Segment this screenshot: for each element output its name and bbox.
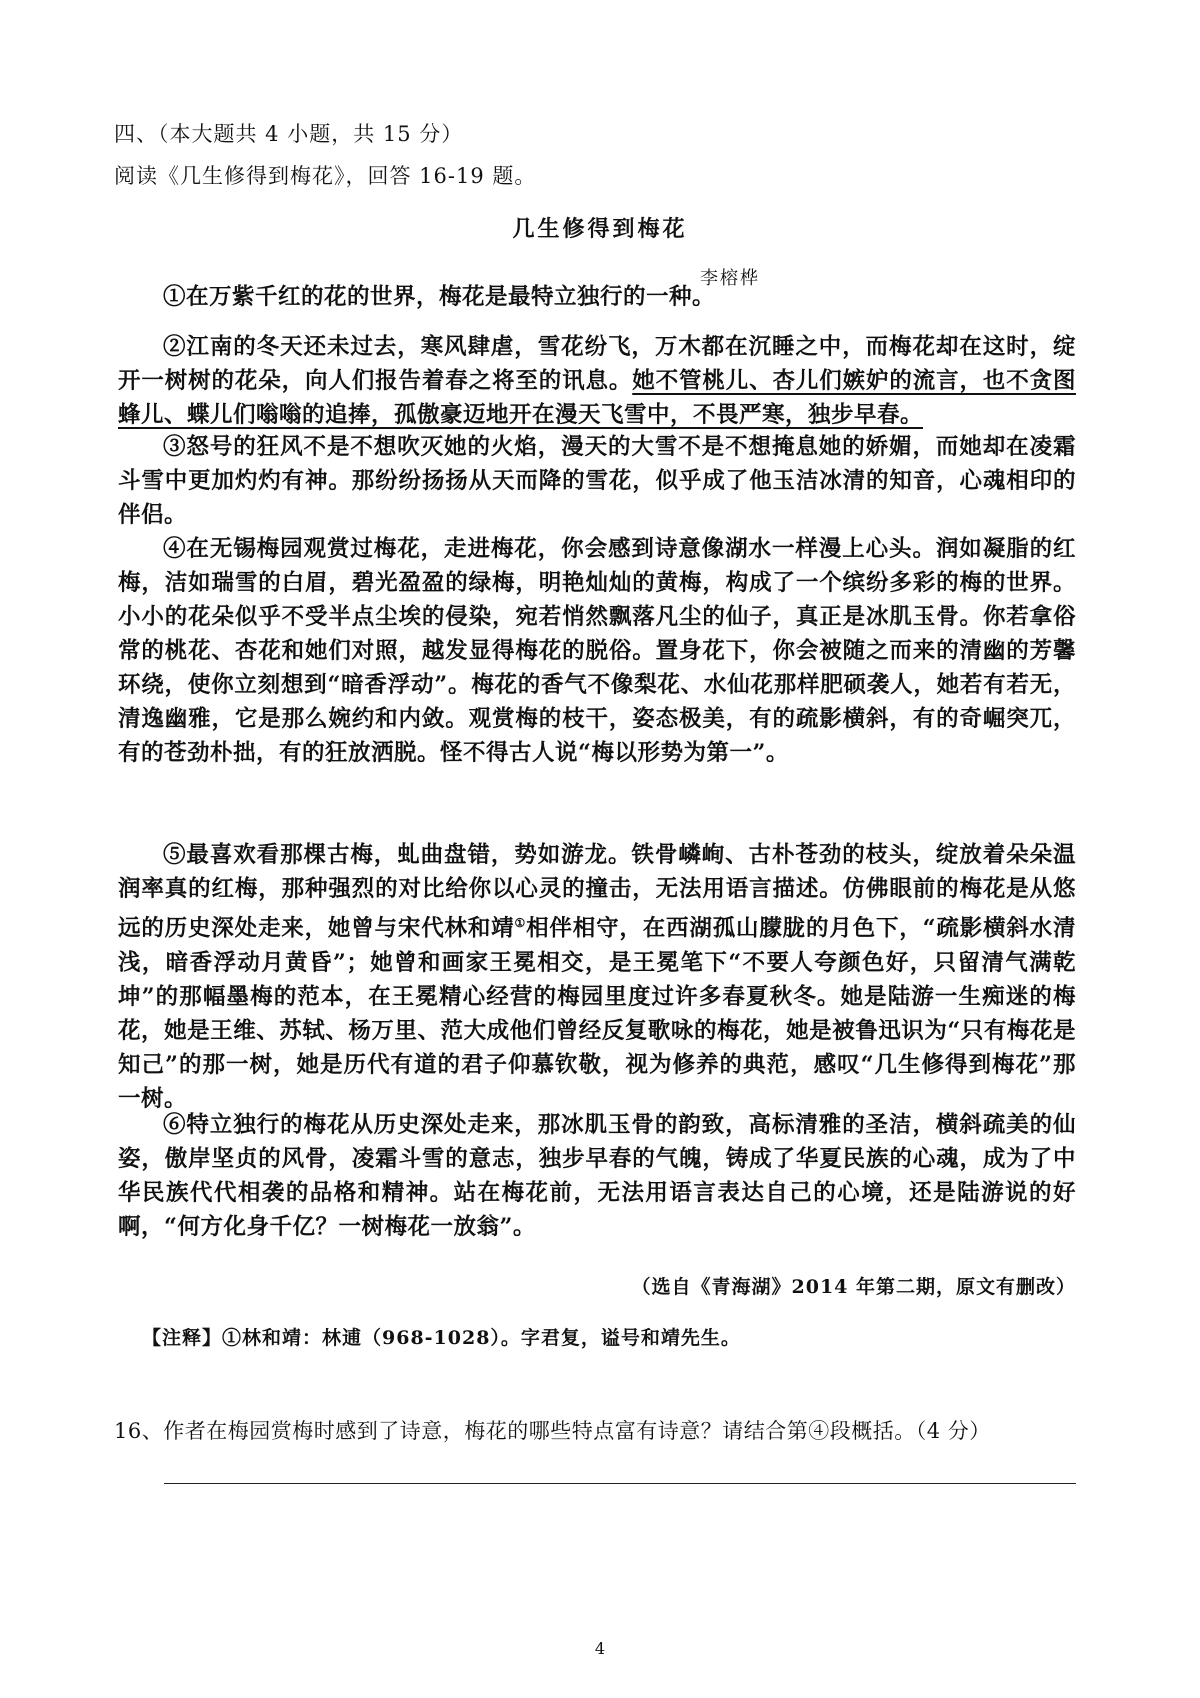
paragraph-3: ③怒号的狂风不是不想吹灭她的火焰，漫天的大雪不是不想掩息她的娇媚，而她却在凌霜斗雪中更加灼灼有神。那纷纷扬扬从天而降的雪花，似乎成了他玉洁冰清的知音，心魂相印的伴侣。 (118, 434, 1076, 528)
article-source: （选自《青海湖》2014 年第二期，原文有删改） (631, 1276, 1076, 1298)
paragraph-1: ①在万紫千红的花的世界，梅花是最特立独行的一种。 (163, 284, 716, 310)
paragraph-6: ⑥特立独行的梅花从历史深处走来，那冰肌玉骨的韵致，高标清雅的圣洁，横斜疏美的仙姿，傲岸坚贞的风骨，凌霜斗雪的意志，独步早春的气魄，铸成了华夏民族的心魂，成为了中华民族代代相袭的品格和精神。站在梅花前，无法用语言表达自己的心境，还是陆游说的好啊，“何方化身千亿？一树梅花一放翁”。 (118, 1112, 1076, 1240)
article-author: 李榕桦 (700, 268, 760, 289)
article-title: 几生修得到梅花 (512, 216, 688, 242)
answer-line[interactable] (164, 1483, 1076, 1484)
paragraph-2-underlined-text: 她不管桃儿、杏儿们嫉妒的流言，也不贪图蜂儿、蝶儿们嗡嗡的追捧，孤傲豪迈地开在漫天飞雪中，不畏严寒，独步早春。 (118, 368, 1076, 428)
footnote: 【注释】①林和靖：林逋（968-1028）。字君复，谥号和靖先生。 (142, 1327, 741, 1349)
section-heading: 四、（本大题共 4 小题，共 15 分） (114, 122, 464, 146)
reading-instruction: 阅读《几生修得到梅花》，回答 16-19 题。 (114, 164, 537, 188)
paragraph-4: ④在无锡梅园观赏过梅花，走进梅花，你会感到诗意像湖水一样漫上心头。润如凝脂的红梅，洁如瑞雪的白眉，碧光盈盈的绿梅，明艳灿灿的黄梅，构成了一个缤纷多彩的梅的世界。小小的花朵似乎不受半点尘埃的侵染，宛若悄然飘落凡尘的仙子，真正是冰肌玉骨。你若拿俗常的桃花、杏花和她们对照，越发显得梅花的脱俗。置身花下，你会被随之而来的清幽的芳馨环绕，使你立刻想到“暗香浮动”。梅花的香气不像梨花、水仙花那样肥硕袭人，她若有若无，清逸幽雅，它是那么婉约和内敛。观赏梅的枝干，姿态极美，有的疏影横斜，有的奇崛突兀，有的苍劲朴拙，有的狂放洒脱。怪不得古人说“梅以形势为第一”。 (118, 536, 1076, 766)
paragraph-5-text-b: 相伴相守，在西湖孤山朦胧的月色下，“疏影横斜水清浅，暗香浮动月黄昏”；她曾和画家王冕相交，是王冕笔下“不要人夸颜色好，只留清气满乾坤”的那幅墨梅的范本，在王冕精心经营的梅园里度过许多春夏秋冬。她是陆游一生痴迷的梅花，她是王维、苏轼、杨万里、范大成他们曾经反复歌咏的梅花，她是被鲁迅识为“只有梅花是知己”的那一树，她是历代有道的君子仰慕钦敬，视为修养的典范，感叹“几生修得到梅花”那一树。 (118, 915, 1076, 1112)
question-16: 16、作者在梅园赏梅时感到了诗意，梅花的哪些特点富有诗意？请结合第④段概括。（4 分） (114, 1419, 991, 1443)
footnote-marker: ① (514, 916, 527, 930)
paragraph-5-text-a: ⑤最喜欢看那棵古梅，虬曲盘错，势如游龙。铁骨嶙峋、古朴苍劲的枝头，绽放着朵朵温润率真的红梅，那种强烈的对比给你以心灵的撞击，无法用语言描述。仿佛眼前的梅花是从悠远的历史深处走来，她曾与宋代林和靖 (118, 842, 1076, 942)
paragraph-5 (118, 838, 1076, 1116)
page-number: 4 (594, 1639, 606, 1658)
paragraph-2 (118, 330, 1076, 432)
paragraph-2-text: ②江南的冬天还未过去，寒风肆虐，雪花纷飞，万木都在沉睡之中，而梅花却在这时，绽开一树树的花朵，向人们报告着春之将至的讯息。 (118, 334, 1076, 394)
